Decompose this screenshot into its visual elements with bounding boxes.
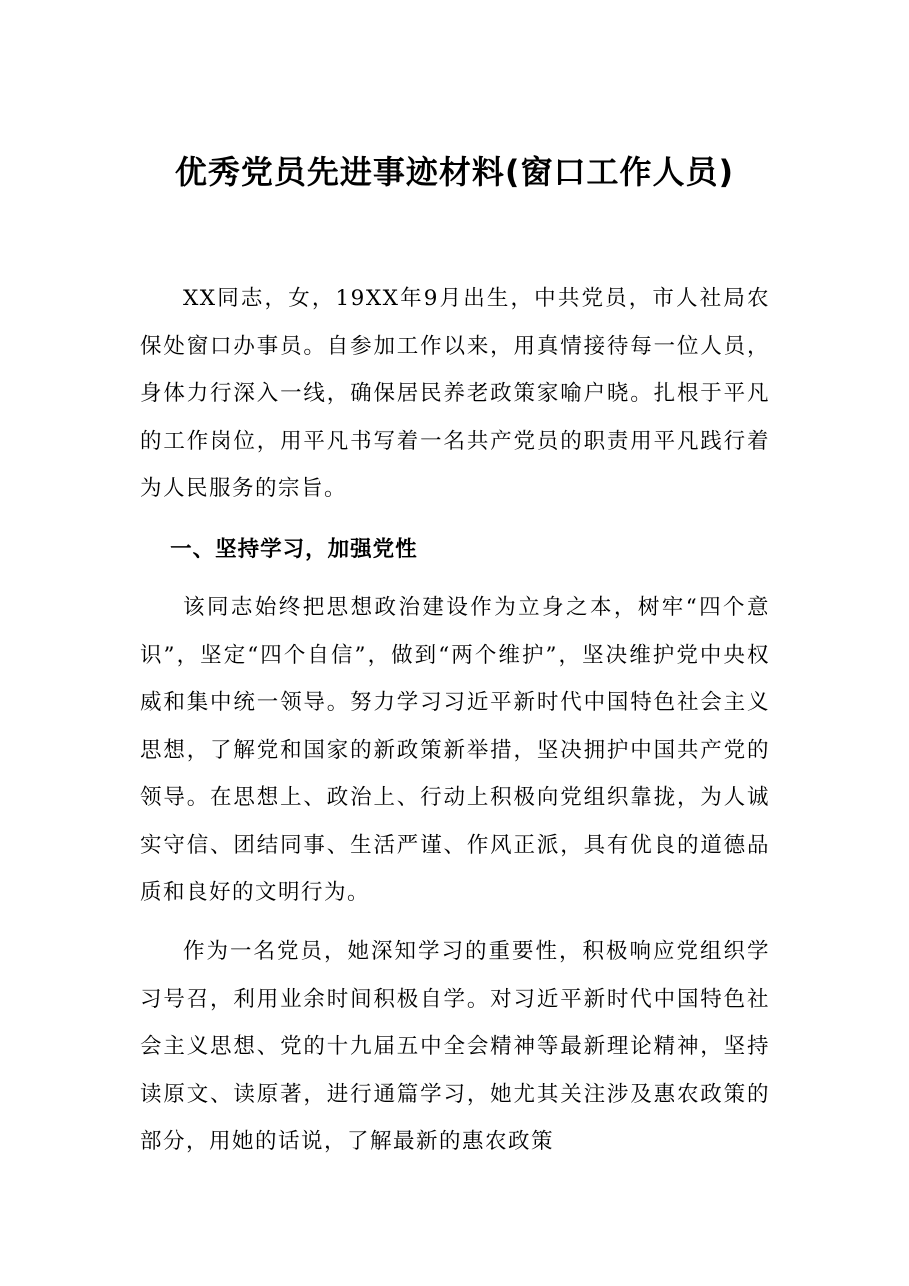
document-title: 优秀党员先进事迹材料(窗口工作人员) bbox=[174, 153, 735, 191]
intro-paragraph: XX同志，女，19XX年9月出生，中共党员，市人社局农保处窗口办事员。自参加工作以来，用真情接待每一位人员，身体力行深入一线，确保居民养老政策家喻户晓。扎根于平凡的工作岗位，用平凡书写着一名共产党员的职责用平凡践行着为人民服务的宗旨。 bbox=[140, 286, 770, 501]
body-paragraph-1: 该同志始终把思想政治建设作为立身之本，树牢“四个意识”，坚定“四个自信”，做到“两个维护”，坚决维护党中央权威和集中统一领导。努力学习习近平新时代中国特色社会主义思想，了解党和国家的新政策新举措，坚决拥护中国共产党的领导。在思想上、政治上、行动上积极向党组织靠拢，为人诚实守信、团结同事、生活严谨、作风正派，具有优良的道德品质和良好的文明行为。 bbox=[140, 595, 770, 905]
section-heading: 一、坚持学习，加强党性 bbox=[170, 537, 418, 562]
body-paragraph-2: 作为一名党员，她深知学习的重要性，积极响应党组织学习号召，利用业余时间积极自学。对习近平新时代中国特色社会主义思想、党的十九届五中全会精神等最新理论精神，坚持读原文、读原著，进行通篇学习，她尤其关注涉及惠农政策的部分，用她的话说，了解最新的惠农政策 bbox=[140, 939, 770, 1154]
